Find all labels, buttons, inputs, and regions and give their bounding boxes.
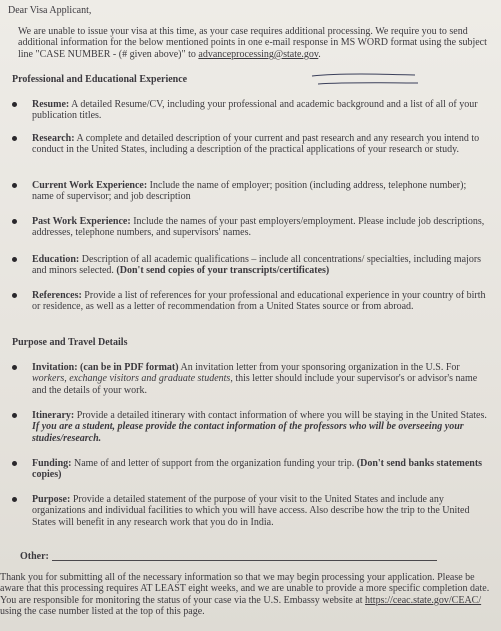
- bullet-icon: [12, 497, 17, 502]
- bullet-icon: [12, 365, 17, 370]
- letter-page: Dear Visa Applicant, We are unable to issue your visa at this time, as your case requires additional processing. We require you to send additional information for the below mentioned points in one e-mail response in MS WORD format using the subject line "CASE NUMBER - (# given above)" to advanceprocessing@state.gov. Professional and Educational Experience Resume: A detailed Resume/CV, including your professional and academic background and a list of all of your publication titles. Research: A complete and detailed description of your current and past research and any research you intend to conduct in the United States, including a description of the practical applications of your research or study. Current Work Experience: Include the name of employer; position (including address, telephone number); name of supervisor; and job description Past Work Experience: Include the names of your past employers/employment. Please include job descriptions, addresses, telephone numbers, and supervisors' names. Education: Description of all academic qualifications – include all concentrations/ specialties, including majors and minors selected. (Don't send copies of your transcripts/certificates) References: Provide a list of references for your professional and educational experience in your country of birth or residence, as well as a letter of recommendation from a United States source or from abroad. Purpose and Travel Details Invitation: (can be in PDF format) An invitation letter from your sponsoring organization in the U.S. For workers, exchange visitors and graduate students, this letter should include your supervisor's or advisor's name and the details of your work. Itinerary: Provide a detailed itinerary with contact information of where you will be staying in the United States. If you are a student, please provide the contact information of the professors who will be overseeing your studies/research. Funding: Name of and letter of support from the organization funding your trip. (Don't send banks statements copies) Purpose: Provide a detailed statement of the purpose of your visit to the United States and include any organizations and individual facilities to which you will have access. Also describe how the trip to the United States will benefit in any research work that you do in India. Other: Thank you for submitting all of the necessary information so that we may begin processing your application. Please be aware that this processing requires AT LEAST eight weeks, and we are unable to provide a more specific completion date. You are responsible for monitoring the status of your case via the U.S. Embassy website at https://ceac.state.gov/CEAC/ using the case number listed at the top of this page.: [0, 0, 501, 631]
- bullet-icon: [12, 461, 17, 466]
- other-fill-line: [52, 560, 437, 561]
- intro-end: .: [318, 48, 321, 60]
- closing-paragraph: Thank you for submitting all of the necessary information so that we may begin processing your application. Please be aware that this processing requires AT LEAST eight weeks, and we are unable to provide a more specific completion date. You are responsible for monitoring the status of your case via the U.S. Embassy website at https://ceac.state.gov/CEAC/ using the case number listed at the top of this page.: [0, 572, 490, 618]
- pen-underline-mark: [310, 66, 420, 88]
- bullet-icon: [12, 293, 17, 298]
- bullet-icon: [12, 183, 17, 188]
- bullet-icon: [12, 219, 17, 224]
- section-title-professional: Professional and Educational Experience: [12, 74, 188, 85]
- bullet-icon: [12, 102, 17, 107]
- intro-paragraph: [18, 26, 488, 60]
- section-title-purpose: Purpose and Travel Details: [12, 337, 128, 348]
- email-link[interactable]: advanceprocessing@state.gov: [198, 48, 319, 60]
- greeting: Dear Visa Applicant,: [8, 5, 92, 16]
- other-label: Other:: [20, 551, 49, 562]
- bullet-icon: [12, 136, 17, 141]
- ceac-link[interactable]: https://ceac.state.gov/CEAC/: [365, 594, 482, 606]
- intro-text: We are unable to issue your visa at this time, as your case requires additional processing. We require you to send additional information for the below mentioned points in one e-mail response in MS WORD format using the subject line "CASE NUMBER - (# given above)" to: [18, 26, 487, 60]
- bullet-icon: [12, 257, 17, 262]
- bullet-icon: [12, 413, 17, 418]
